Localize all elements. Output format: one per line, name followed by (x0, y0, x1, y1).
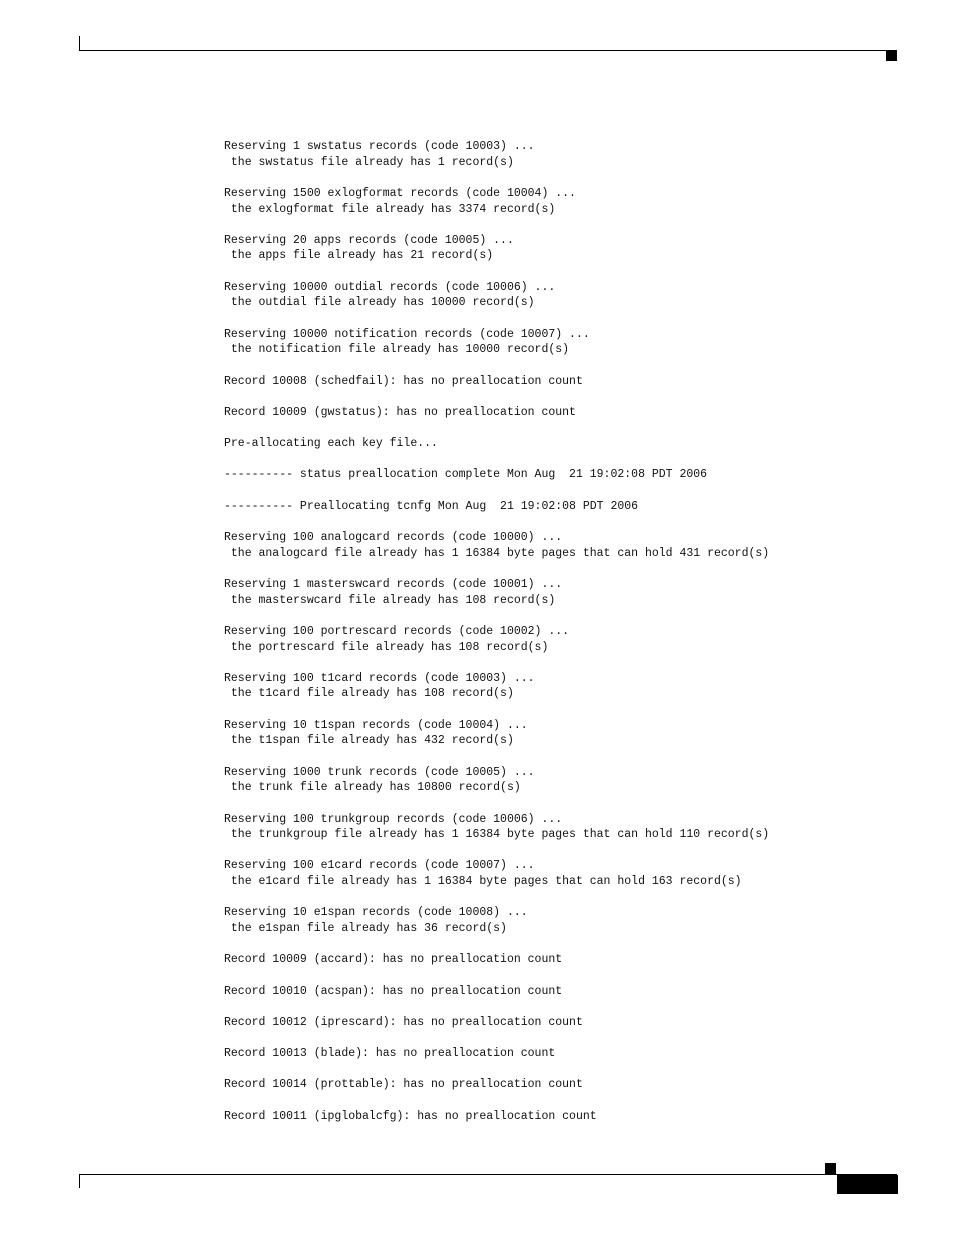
console-line: the t1span file already has 432 record(s) (224, 734, 514, 748)
console-line: Reserving 10 t1span records (code 10004) ... (224, 718, 528, 732)
console-line: Reserving 100 analogcard records (code 10000) ... (224, 531, 563, 545)
console-line: Reserving 10 e1span records (code 10008) ... (224, 906, 528, 920)
console-line: Reserving 100 portrescard records (code 10002) ... (224, 624, 570, 638)
blank-line (224, 1031, 924, 1047)
console-line: Pre-allocating each key file... (224, 437, 438, 451)
console-line: Record 10010 (acspan): has no preallocation count (224, 984, 563, 998)
blank-line (224, 217, 924, 233)
blank-line (224, 514, 924, 530)
blank-line (224, 264, 924, 280)
console-line: Record 10009 (accard): has no preallocation count (224, 953, 563, 967)
console-line: the trunkgroup file already has 1 16384 byte pages that can hold 110 record(s) (224, 828, 770, 842)
footer-corner-block-small (825, 1163, 836, 1174)
blank-line (224, 937, 924, 953)
console-line: Reserving 100 e1card records (code 10007) ... (224, 859, 535, 873)
console-output-listing (224, 139, 924, 1124)
console-line: ---------- Preallocating tcnfg Mon Aug 21 19:02:08 PDT 2006 (224, 499, 639, 513)
blank-line (224, 749, 924, 765)
blank-line (224, 421, 924, 437)
console-line: the analogcard file already has 1 16384 byte pages that can hold 431 record(s) (224, 546, 770, 560)
console-line: the e1span file already has 36 record(s) (224, 922, 507, 936)
footer-page-tab (837, 1175, 898, 1194)
console-line: Reserving 100 trunkgroup records (code 10006) ... (224, 812, 563, 826)
console-line: the e1card file already has 1 16384 byte pages that can hold 163 record(s) (224, 875, 742, 889)
console-line: Reserving 1000 trunk records (code 10005) ... (224, 765, 535, 779)
blank-line (224, 170, 924, 186)
header-corner-block (886, 51, 897, 61)
blank-line (224, 389, 924, 405)
console-line: Record 10013 (blade): has no preallocation count (224, 1047, 556, 1061)
blank-line (224, 843, 924, 859)
console-line: Reserving 1 masterswcard records (code 10001) ... (224, 577, 563, 591)
console-line: the exlogformat file already has 3374 record(s) (224, 202, 556, 216)
blank-line (224, 999, 924, 1015)
console-line: the apps file already has 21 record(s) (224, 249, 494, 263)
console-line: Record 10009 (gwstatus): has no preallocation count (224, 405, 576, 419)
console-line: Reserving 10000 outdial records (code 10006) ... (224, 280, 556, 294)
console-line: ---------- status preallocation complete Mon Aug 21 19:02:08 PDT 2006 (224, 468, 708, 482)
blank-line (224, 890, 924, 906)
console-line: the swstatus file already has 1 record(s) (224, 155, 514, 169)
blank-line (224, 655, 924, 671)
console-line: Reserving 1 swstatus records (code 10003) ... (224, 140, 535, 153)
blank-line (224, 311, 924, 327)
console-line: the outdial file already has 10000 record(s) (224, 296, 535, 310)
console-line: Reserving 10000 notification records (code 10007) ... (224, 327, 590, 341)
console-line: Reserving 1500 exlogformat records (code 10004) ... (224, 186, 576, 200)
blank-line (224, 452, 924, 468)
header-left-tick (79, 36, 80, 51)
footer-rule (79, 1174, 897, 1175)
blank-line (224, 1093, 924, 1109)
console-line: Record 10014 (prottable): has no preallocation count (224, 1078, 583, 1092)
blank-line (224, 561, 924, 577)
console-line: Record 10008 (schedfail): has no preallocation count (224, 374, 583, 388)
footer-left-tick (79, 1174, 80, 1188)
blank-line (224, 608, 924, 624)
blank-line (224, 796, 924, 812)
blank-line (224, 968, 924, 984)
blank-line (224, 358, 924, 374)
console-line: the notification file already has 10000 record(s) (224, 343, 570, 357)
console-line: Record 10012 (iprescard): has no preallocation count (224, 1015, 583, 1029)
blank-line (224, 483, 924, 499)
console-line: the masterswcard file already has 108 record(s) (224, 593, 556, 607)
console-line: the trunk file already has 10800 record(s) (224, 781, 521, 795)
blank-line (224, 702, 924, 718)
header-rule (79, 50, 897, 51)
console-line: Record 10011 (ipglobalcfg): has no preallocation count (224, 1109, 597, 1123)
console-line: Reserving 100 t1card records (code 10003) ... (224, 671, 535, 685)
console-line: the portrescard file already has 108 record(s) (224, 640, 549, 654)
console-line: Reserving 20 apps records (code 10005) ... (224, 233, 514, 247)
console-line: the t1card file already has 108 record(s) (224, 687, 514, 701)
blank-line (224, 1062, 924, 1078)
